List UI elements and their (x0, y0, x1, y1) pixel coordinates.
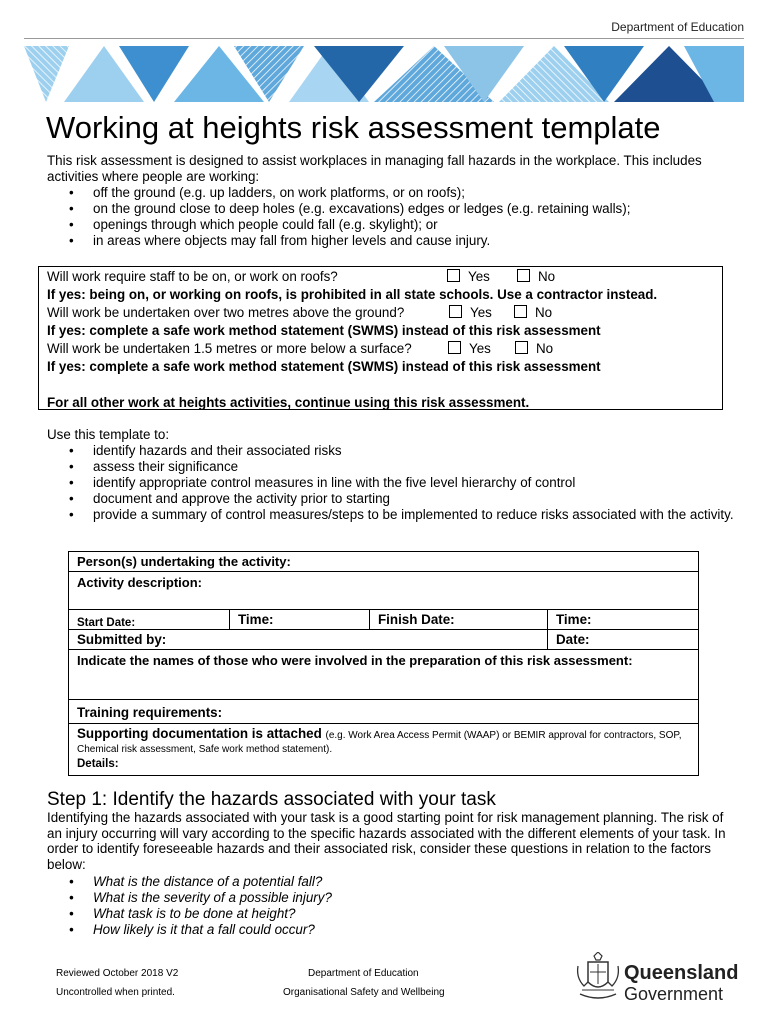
question-two-metres: Will work be undertaken over two metres above the ground? (47, 305, 405, 320)
question-below-surface-note: If yes: complete a safe work method statement (SWMS) instead of this risk assessment (47, 359, 601, 374)
start-time-cell[interactable] (229, 610, 369, 629)
list-item: • What is the distance of a potential fall? (47, 874, 727, 890)
list-item: • on the ground close to deep holes (e.g. excavations) edges or ledges (e.g. retaining walls); (47, 201, 737, 217)
dates-row (69, 610, 698, 630)
checkbox-icon[interactable] (514, 305, 527, 318)
training-row[interactable] (69, 700, 698, 724)
footer-department: Department of Education (308, 968, 419, 979)
decorative-banner (24, 46, 744, 102)
activity-form (68, 551, 699, 776)
screening-questions-box (38, 266, 723, 410)
checkbox-icon[interactable] (448, 341, 461, 354)
question-below-surface: Will work be undertaken 1.5 metres or more below a surface? (47, 341, 412, 356)
question-two-metres-note: If yes: complete a safe work method statement (SWMS) instead of this risk assessment (47, 323, 601, 338)
step1-bullet-list (47, 874, 727, 938)
q3-yes-option[interactable] (448, 341, 491, 357)
finish-date-cell[interactable] (369, 610, 547, 629)
finish-time-cell[interactable] (547, 610, 698, 629)
closing-statement: For all other work at heights activities, continue using this risk assessment. (47, 395, 530, 410)
use-bullet-list (47, 443, 737, 523)
yes-label: Yes (468, 269, 490, 284)
checkbox-icon[interactable] (449, 305, 462, 318)
supporting-note: (e.g. Work Area Access Permit (WAAP) or BEMIR approval for contractors, SOP, Chemical risk assessment, Safe work method statement). (77, 730, 682, 755)
involved-label: Indicate the names of those who were involved in the preparation of this risk assessment: (77, 653, 633, 668)
intro-text: This risk assessment is designed to assist workplaces in managing fall hazards in the workplace. This includes activities where people are working: (47, 153, 702, 184)
persons-label: Person(s) undertaking the activity: (77, 554, 291, 569)
time-label: Time: (238, 612, 274, 627)
use-intro: Use this template to: (47, 427, 170, 442)
page-title: Working at heights risk assessment template (46, 110, 661, 145)
q1-yes-option[interactable] (447, 269, 490, 285)
start-date-label: Start Date: (77, 617, 136, 629)
yes-label: Yes (469, 341, 491, 356)
header-department: Department of Education (611, 20, 744, 34)
step1-text: Identifying the hazards associated with your task is a good starting point for risk management planning. The risk of an injury occurring will vary according to the specific hazards associated with the different elements of your task. In order to identify foreseeable hazards and their associated risk, consider these questions in relation to the factors below: (47, 810, 726, 872)
list-item: • document and approve the activity prior to starting (47, 491, 737, 507)
step1-heading: Step 1: Identify the hazards associated with your task (47, 789, 496, 810)
logo-queensland: Queensland (624, 962, 739, 984)
q2-no-option[interactable] (514, 305, 552, 321)
footer-reviewed: Reviewed October 2018 V2 (56, 968, 179, 979)
question-roofs-note: If yes: being on, or working on roofs, is prohibited in all state schools. Use a contractor instead. (47, 287, 658, 302)
intro-bullet-list (47, 185, 737, 249)
activity-label: Activity description: (77, 575, 202, 590)
involved-row[interactable] (69, 650, 698, 700)
queensland-crest-icon (574, 952, 622, 1004)
list-item: • in areas where objects may fall from higher levels and cause injury. (47, 233, 737, 249)
question-roofs: Will work require staff to be on, or work on roofs? (47, 269, 338, 284)
list-item: • assess their significance (47, 459, 737, 475)
checkbox-icon[interactable] (447, 269, 460, 282)
start-date-cell[interactable] (69, 610, 229, 629)
checkbox-icon[interactable] (515, 341, 528, 354)
no-label: No (536, 341, 554, 356)
list-item: • How likely is it that a fall could occur? (47, 922, 727, 938)
details-label: Details: (77, 758, 119, 770)
finish-date-label: Finish Date: (378, 612, 455, 627)
footer-uncontrolled: Uncontrolled when printed. (56, 987, 175, 998)
submitted-row (69, 630, 698, 650)
yes-label: Yes (470, 305, 492, 320)
supporting-row[interactable] (69, 724, 698, 775)
time-label: Time: (556, 612, 592, 627)
no-label: No (535, 305, 553, 320)
footer-org: Organisational Safety and Wellbeing (283, 987, 445, 998)
list-item: • openings through which people could fall (e.g. skylight); or (47, 217, 737, 233)
list-item: • provide a summary of control measures/steps to be implemented to reduce risks associated with the activity. (47, 507, 737, 523)
supporting-label: Supporting documentation is attached (77, 726, 322, 741)
supporting-cell (69, 724, 698, 775)
submitted-by-label: Submitted by: (77, 632, 167, 647)
list-item: • What is the severity of a possible injury? (47, 890, 727, 906)
persons-row[interactable] (69, 552, 698, 572)
header-rule (24, 38, 744, 39)
date-cell[interactable] (547, 630, 698, 649)
list-item: • identify appropriate control measures in line with the five level hierarchy of control (47, 475, 737, 491)
list-item: • identify hazards and their associated risks (47, 443, 737, 459)
training-label: Training requirements: (77, 705, 223, 720)
activity-row[interactable] (69, 572, 698, 610)
date-label: Date: (556, 632, 590, 647)
submitted-by-cell[interactable] (69, 630, 547, 649)
list-item: • off the ground (e.g. up ladders, on work platforms, or on roofs); (47, 185, 737, 201)
checkbox-icon[interactable] (517, 269, 530, 282)
no-label: No (538, 269, 556, 284)
q2-yes-option[interactable] (449, 305, 492, 321)
logo-government: Government (624, 984, 724, 1004)
q1-no-option[interactable] (517, 269, 555, 285)
q3-no-option[interactable] (515, 341, 553, 357)
list-item: • What task is to be done at height? (47, 906, 727, 922)
